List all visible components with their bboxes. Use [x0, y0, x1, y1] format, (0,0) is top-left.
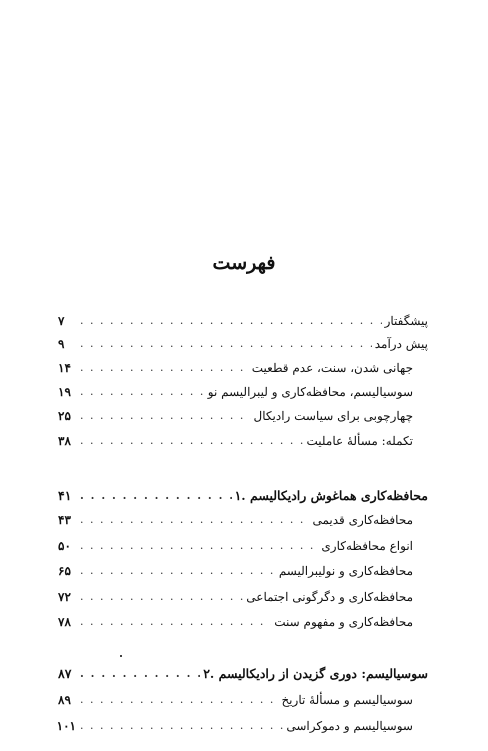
dot-leader [80, 360, 249, 376]
dot-leader [80, 563, 276, 579]
toc-page-number: ۲۵ [58, 409, 71, 423]
dot-leader [80, 488, 232, 504]
dot-leader [80, 433, 304, 449]
toc-entry-label: محافظه‌کاری و مفهوم سنت [274, 615, 413, 629]
toc-entry-label: محافظه‌کاری و دگرگونی اجتماعی [246, 590, 413, 604]
dot-leader [80, 408, 251, 424]
toc-page-number: ۴۳ [58, 513, 71, 527]
toc-entry-label: چهارچوبی برای سیاست رادیکال [253, 409, 413, 423]
toc-page-number: ۷۸ [58, 615, 71, 629]
toc-entry-label: محافظه‌کاری قدیمی [312, 513, 413, 527]
toc-page-number: ۹ [58, 337, 65, 351]
toc-page-number: ۵۰ [58, 539, 71, 553]
toc-entry [58, 532, 428, 554]
toc-page-number: ۱۹ [58, 385, 71, 399]
toc-page-number: ۱۰۱ [56, 719, 76, 733]
toc-chapter-label: ۱. محافظه‌کاری هماغوش رادیکالیسم [234, 488, 428, 503]
dot-leader [80, 589, 243, 605]
toc-entry [58, 712, 428, 734]
toc-entry-label: سوسیالیسم و مسألهٔ تاریخ [281, 693, 413, 707]
toc-entry [58, 686, 428, 708]
dot-leader [80, 718, 283, 734]
toc-page-number: ۳۸ [58, 434, 71, 448]
dot-leader [80, 384, 205, 400]
toc-entry [58, 557, 428, 579]
print-speck [120, 655, 122, 657]
dot-leader [80, 336, 372, 352]
toc-entry-label: انواع محافظه‌کاری [321, 539, 413, 553]
toc-chapter-label: ۲. سوسیالیسم: دوری گزیدن از رادیکالیسم [203, 666, 428, 681]
page-title: فهرست [212, 252, 276, 274]
toc-entry-label: پیشگفتار [384, 314, 428, 328]
toc-chapter [58, 482, 428, 504]
toc-entry-label: پیش درآمد [374, 337, 428, 351]
dot-leader [80, 614, 271, 630]
toc-page-number: ۷ [58, 314, 65, 328]
toc-entry-label: سوسیالیسم، محافظه‌کاری و لیبرالیسم نو [207, 385, 413, 399]
toc-entry [58, 354, 428, 376]
dot-leader [80, 313, 382, 329]
toc-entry [58, 378, 428, 400]
toc-page-number: ۷۲ [58, 590, 71, 604]
toc-page-number: ۸۷ [58, 666, 72, 681]
toc-entry-label: جهانی شدن، سنت، عدم قطعیت [251, 361, 413, 375]
toc-chapter [58, 660, 428, 682]
toc-entry [58, 583, 428, 605]
toc-entry [58, 427, 428, 449]
dot-leader [80, 692, 278, 708]
toc-page-number: ۴۱ [58, 488, 72, 503]
dot-leader [80, 666, 200, 682]
toc-page-number: ۸۹ [58, 693, 71, 707]
toc-entry [58, 402, 428, 424]
toc-entry [58, 506, 428, 528]
dot-leader [80, 538, 318, 554]
dot-leader [80, 512, 309, 528]
toc-entry-label: تکمله: مسألهٔ عاملیت [306, 434, 413, 448]
toc-page-number: ۱۴ [58, 361, 71, 375]
toc-entry-label: محافظه‌کاری و نولیبرالیسم [278, 564, 413, 578]
toc-entry [58, 608, 428, 630]
toc-entry [58, 330, 428, 352]
toc-entry-label: سوسیالیسم و دموکراسی [286, 719, 413, 733]
toc-page-number: ۶۵ [58, 564, 71, 578]
toc-entry [58, 307, 428, 329]
